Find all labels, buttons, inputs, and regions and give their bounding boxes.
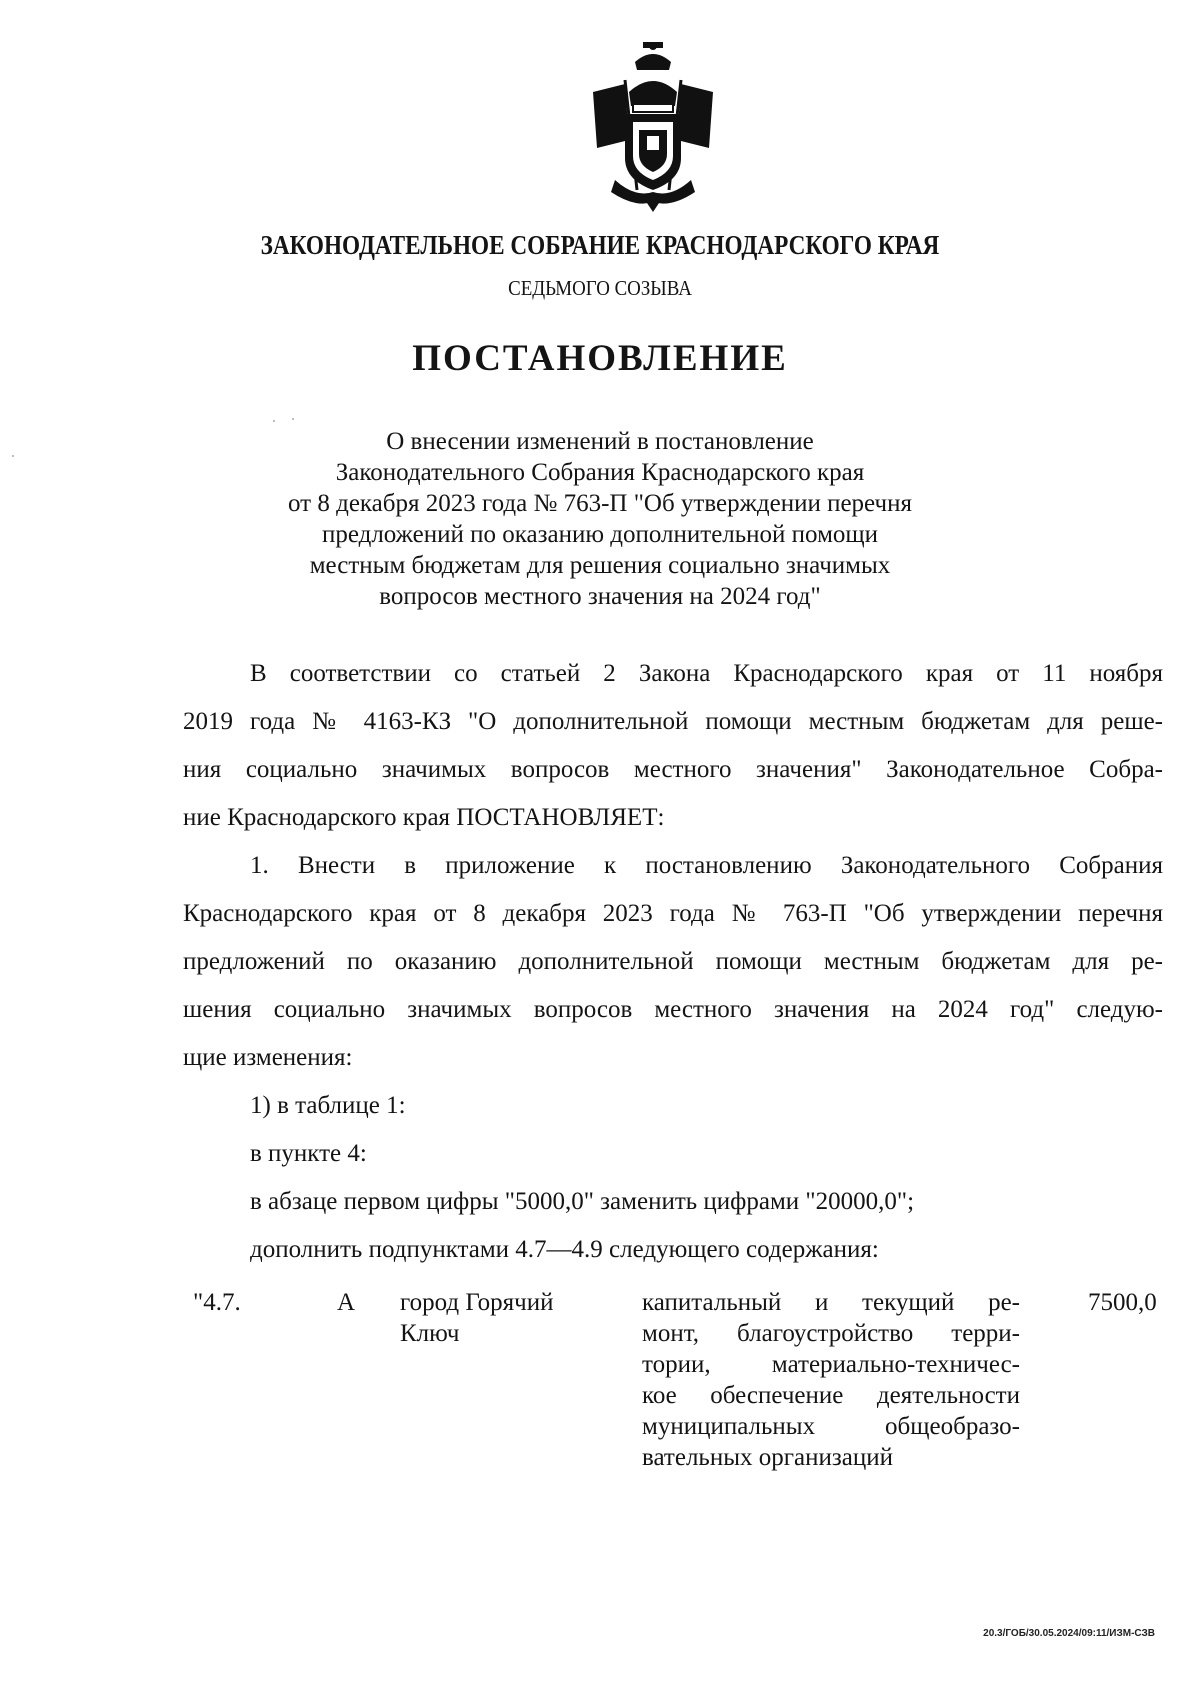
municipality-line: Ключ	[400, 1320, 460, 1347]
convocation-label: СЕДЬМОГО СОЗЫВА	[508, 276, 692, 300]
document-registration-code: 20.3/ГОБ/30.05.2024/09:11/ИЗМ-СЗВ	[983, 1628, 1155, 1639]
change-item: дополнить подпунктами 4.7—4.9 следующего содержания:	[250, 1236, 879, 1263]
municipality-line: город Горячий	[400, 1289, 554, 1316]
scan-speck	[292, 418, 294, 420]
description-line: тории, материально-техничес-	[642, 1351, 1020, 1378]
table-row-number: "4.7.	[193, 1289, 241, 1316]
table-row-municipality	[400, 1287, 553, 1349]
organization-title: ЗАКОНОДАТЕЛЬНОЕ СОБРАНИЕ КРАСНОДАРСКОГО КРАЯ	[260, 230, 940, 260]
paragraph1-line: ние Краснодарского края ПОСТАНОВЛЯЕТ:	[183, 804, 665, 831]
description-line: монт, благоустройство терри-	[642, 1320, 1020, 1347]
description-line: кое обеспечение деятельности	[642, 1382, 1020, 1409]
description-line: муниципальных общеобразо-	[642, 1413, 1020, 1440]
subject-line: Законодательного Собрания Краснодарского края	[335, 459, 865, 486]
change-item: в абзаце первом цифры "5000,0" заменить цифрами "20000,0";	[250, 1188, 915, 1215]
paragraph1-line: 2019 года № 4163-КЗ "О дополнительной помощи местным бюджетам для реше-	[183, 708, 1163, 735]
paragraph2-line: щие изменения:	[183, 1044, 353, 1071]
paragraph1-line: В соответствии со статьей 2 Закона Краснодарского края от 11 ноября	[250, 660, 1163, 687]
table-row-category: А	[337, 1289, 356, 1316]
table-row-amount: 7500,0	[1088, 1289, 1157, 1316]
subject-line: вопросов местного значения на 2024 год"	[379, 583, 821, 610]
scan-speck	[273, 420, 275, 422]
description-line: вательных организаций	[642, 1444, 893, 1471]
change-item: в пункте 4:	[250, 1140, 367, 1167]
paragraph2-line: Краснодарского края от 8 декабря 2023 года № 763-П "Об утверждении перечня	[183, 900, 1163, 927]
document-type-heading: ПОСТАНОВЛЕНИЕ	[412, 338, 788, 379]
scan-speck	[12, 455, 14, 457]
subject-line: О внесении изменений в постановление	[386, 428, 814, 455]
subject-line: от 8 декабря 2023 года № 763-П "Об утверждении перечня	[288, 490, 912, 517]
document-subject	[0, 426, 1200, 612]
change-item: 1) в таблице 1:	[250, 1092, 406, 1119]
description-line: капитальный и текущий ре-	[642, 1289, 1020, 1316]
subject-line: местным бюджетам для решения социально значимых	[309, 552, 891, 579]
paragraph2-line: шения социально значимых вопросов местного значения на 2024 год" следую-	[183, 996, 1163, 1023]
paragraph1-line: ния социально значимых вопросов местного значения" Законодательное Собра-	[183, 756, 1163, 783]
coat-of-arms-emblem	[585, 40, 721, 212]
table-row-description	[642, 1287, 1020, 1473]
subject-line: предложений по оказанию дополнительной помощи	[321, 521, 879, 548]
paragraph2-line: предложений по оказанию дополнительной помощи местным бюджетам для ре-	[183, 948, 1163, 975]
paragraph2-line: 1. Внести в приложение к постановлению Законодательного Собрания	[250, 852, 1163, 879]
